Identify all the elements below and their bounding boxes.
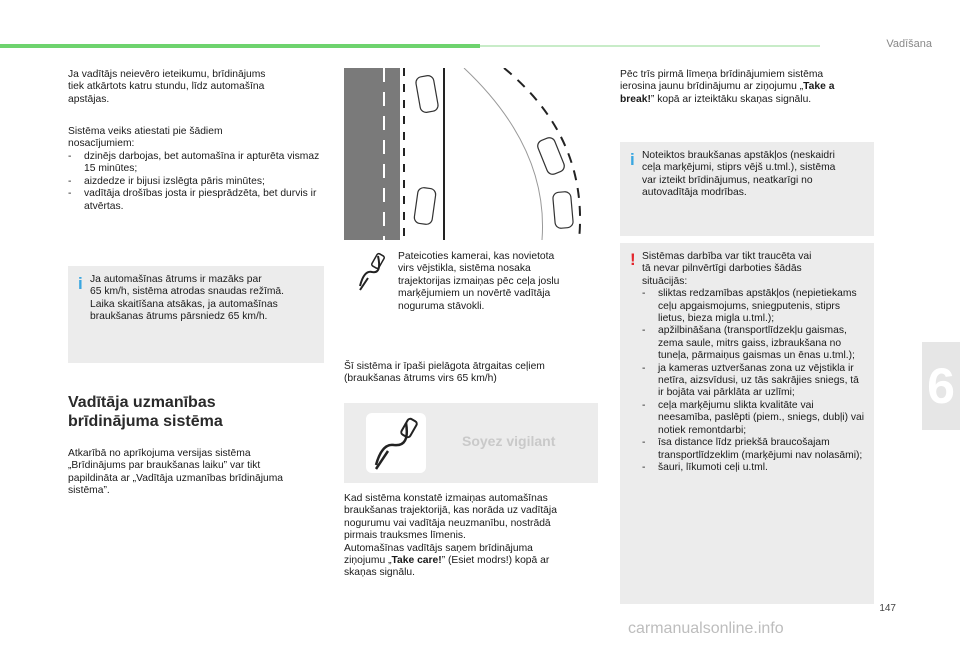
camera-description: Pateicoties kamerai, kas novietota virs vējstikla, sistēma nosaka trajektorijas izmaiņas pēc ceļa joslu marķējumiem un novērtē vadītāja noguruma stāvokli. — [398, 251, 560, 312]
info-box-conditions — [620, 142, 874, 236]
reset-conditions-list — [68, 151, 326, 213]
text-span: Kad sistēma konstatē izmaiņas automašīnas braukšanas trajektorijā, kas norāda uz vadītāja nogurumu vai vadītāja neuzmanību, nostrādā pirmais trauksmes līmenis. Automašīnas vadītājs saņem brīdinājuma ziņojumu „ — [344, 493, 557, 567]
watermark: carmanualsonline.info — [628, 620, 784, 637]
header-rule-light — [480, 45, 820, 47]
col1-paragraph-1: Ja vadītājs neievēro ieteikumu, brīdinājums tiek atkārtots katru stundu, līdz automašīna apstājas. — [68, 69, 266, 105]
info-box-text: Ja automašīnas ātrums ir mazāks par 65 km/h, sistēma atrodas snaudas režīmā. Laika skaitīšana atsākas, ja automašīnas braukšanas ātrums pārsniedz 65 km/h. — [90, 274, 285, 323]
col2-paragraph-1: Šī sistēma ir īpaši pielāgota ātrgaitas ceļiem (braukšanas ātrums virs 65 km/h) — [344, 361, 545, 385]
list-item: - dzinējs darbojas, bet automašīna ir apturēta vismaz 15 minūtes; — [68, 151, 326, 176]
col1-paragraph-3: Atkarībā no aprīkojuma versijas sistēma „Brīdinājums par braukšanas laiku” var tikt papildināta ar „Vadītāja uzmanības brīdinājuma sistēma”. — [68, 448, 284, 497]
list-item: - sliktas redzamības apstākļos (nepietiekams ceļu apgaismojums, sniegputenis, stiprs lietus, bieza migla u.tml.); — [642, 288, 866, 325]
warning-icon: ! — [630, 250, 636, 269]
text-span: ” kopā ar izteiktāku skaņas signālu. — [650, 93, 812, 105]
info-box-text: Noteiktos braukšanas apstākļos (neskaidri ceļa marķējumi, stiprs vējš u.tml.), sistēma var izteikt brīdinājumus, neatkarīgi no autovadītāja modrības. — [642, 150, 836, 199]
vigilance-warning-icon — [366, 413, 426, 473]
warning-box-limitations — [620, 243, 874, 604]
display-message-panel — [344, 403, 598, 483]
page-number: 147 — [879, 603, 896, 614]
message-take-a-break: Take a break! — [620, 81, 835, 105]
message-take-care: Take care! — [391, 555, 442, 567]
header-rule — [0, 44, 480, 48]
list-item: - ceļa marķējumu slikta kvalitāte vai neesamība, paslēpti (piem., sniegs, dubļi) vai notiek remontdarbi; — [642, 400, 866, 437]
list-item: - šauri, līkumoti ceļi u.tml. — [642, 462, 866, 474]
limitations-list — [642, 288, 866, 474]
chapter-badge: 6 — [922, 342, 960, 430]
lane-trajectory-svg — [344, 68, 598, 240]
display-message-label: Soyez vigilant — [462, 433, 556, 449]
info-box-sleep-mode — [68, 266, 324, 363]
warning-intro: Sistēmas darbība var tikt traucēta vai tā nevar pilnvērtīgi darboties šādās situācijās: — [642, 251, 812, 287]
section-title: Vadīšana — [886, 38, 932, 50]
list-item: - vadītāja drošības josta ir piesprādzēta, bet durvis ir atvērtas. — [68, 188, 326, 213]
col2-paragraph-2 — [344, 493, 602, 580]
info-icon: i — [78, 274, 83, 293]
warning-box-content — [642, 251, 866, 474]
lane-trajectory-illustration — [344, 68, 598, 240]
list-item: - aizdedze ir bijusi izslēgta pāris minūtes; — [68, 176, 326, 188]
col3-paragraph-1 — [620, 69, 876, 106]
lane-departure-icon — [356, 252, 386, 292]
info-icon: i — [630, 150, 635, 169]
section-heading: Vadītāja uzmanības brīdinājuma sistēma — [68, 394, 223, 430]
list-item: - apžilbināšana (transportlīdzekļu gaismas, zema saule, mitrs gaiss, izbraukšana no tuneļa, pārmaiņus gaismas un ēnas u.tml.); — [642, 325, 866, 362]
list-item: - īsa distance līdz priekšā braucošajam transportlīdzeklim (marķējumi nav nolasāmi); — [642, 437, 866, 462]
text-span: ” (Esiet modrs!) kopā ar skaņas signālu. — [344, 555, 550, 579]
text-span: Pēc trīs pirmā līmeņa brīdinājumiem sistēma ierosina jaunu brīdinājumu ar ziņojumu „ — [620, 69, 824, 93]
list-item: - ja kameras uztveršanas zona uz vējstikla ir netīra, aizsvīdusi, uz tās sakrājies sniegs, tā ir bojāta vai pārklāta ar uzlīmi; — [642, 363, 866, 400]
col1-paragraph-2: Sistēma veiks atiestati pie šādiem nosacījumiem: — [68, 126, 223, 150]
